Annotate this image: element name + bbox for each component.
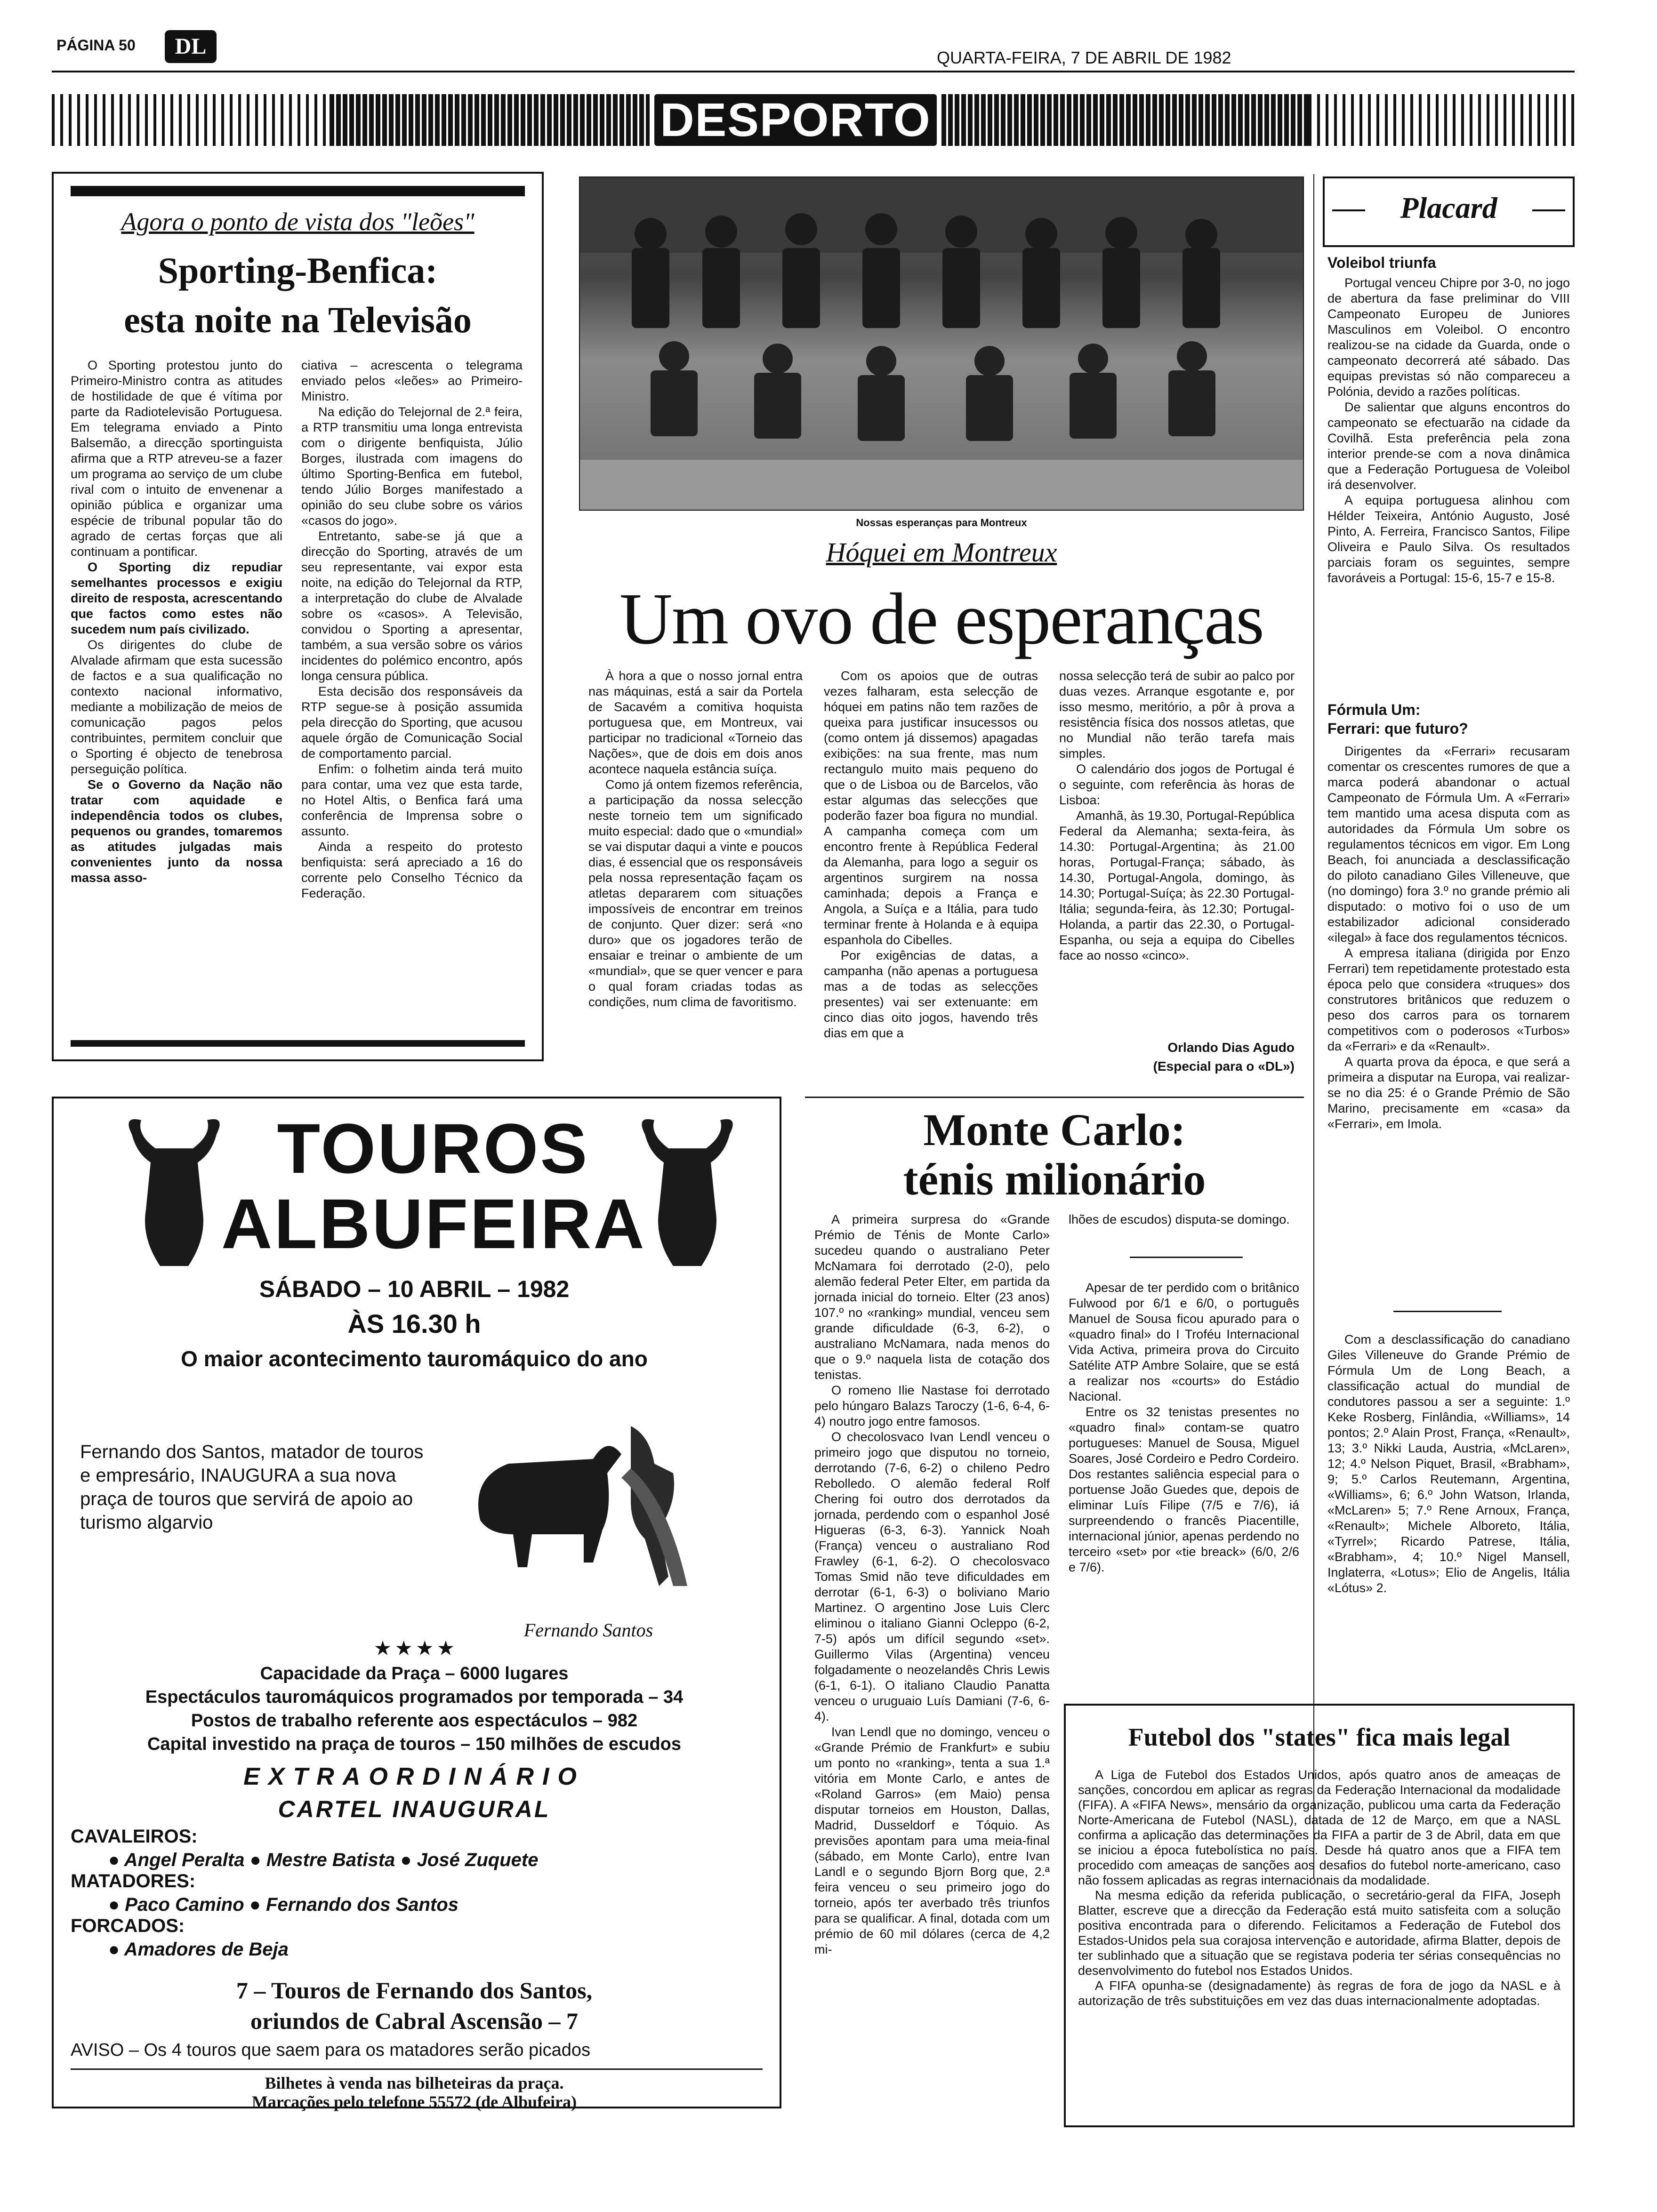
column-separator [1313, 174, 1314, 1878]
paragraph: Na mesma edição da referida publicação, o secretário-geral da FIFA, Joseph Blatter, escreve que a direcção da Federação está muito satisfeita com a solução positiva encontrada para o diferendo. Felicitamos a Federação de Futebol dos Estados-Unidos pela sua corajosa intervenção e autoridade, afirma Blatter, depois de ter sublinhado que a situação que se registava poderia ter sérias consequências no desenvolvimento do futebol nos Estados Unidos. [1078, 1888, 1560, 1978]
soccer-body [1078, 1767, 1560, 2008]
ad-time: ÀS 16.30 h [347, 1309, 481, 1338]
paragraph: Dirigentes da «Ferrari» recusaram comentar os crescentes rumores de que a marca poderá abandonar o actual Campeonato de Fórmula Um. A «Ferrari» tem mantido uma acesa disputa com as autoridades da Fórmula Um sobre os regulamentos técnicos em vigor. Em Long Beach, foi anunciada a desclassificação do piloto canadiano Giles Villeneuve, que (no domingo) fora 3.º no grande prémio ali disputado: o motivo foi o uso de um estabilizador adicional considerado «ilegal» à face dos regulamentos técnicos. [1327, 744, 1570, 945]
paragraph: O checolosvaco Ivan Lendl venceu o primeiro jogo que disputou no torneio, derrotando (7-6, 6-2) o chileno Pedro Rebolledo. O alemão federal Rolf Chering foi outro dos derrotados da jornada, perdendo com o espanhol José Higueras (6-3, 6-3). Yannick Noah (França) venceu o australiano Rod Frawley (6-1, 6-2). O checolosvaco Tomas Smid não teve dificuldades em derrotar (6-1, 6-3) o boliviano Mario Martinez. O argentino Jose Luis Clerc eliminou o italiano Gianni Ocleppo (6-2, 7-5) após um difícil segundo «set». Guillermo Vilas (Argentina) venceu folgadamente o neozelandês Chris Lewis (6-1, 6-1). O italiano Claudio Panatta venceu o uruguaio Luís Damiani (7-6, 6-4). [814, 1430, 1050, 1723]
ad-fact-1: Capacidade da Praça – 6000 lugares [260, 1664, 569, 1683]
ad-cartel: CARTEL INAUGURAL [278, 1796, 551, 1822]
team-photo [579, 176, 1304, 511]
paragraph: lhões de escudos) disputa-se domingo. [1069, 1212, 1290, 1226]
paragraph: Com os apoios que de outras vezes falharam, esta selecção de hóquei em patins não tem razões de queixa para justificar insucessos ou (como ontem já dissemos) apagadas exibições: na sua frente, mas num rectangulo muito mais pequeno do que o de Lisboa ou de Barcelos, vão estar algumas das selecções que poderão fazer boa figura no mundial. A campanha começa com um encontro frente à República Federal da Alemanha, para logo a seguir os argentinos surgirem na nossa caminhada; depois a França e Angola, a Suíça e a Itália, para tudo terminar frente à Holanda e à equipa espanhola do Cibelles. [824, 669, 1038, 947]
hockey-author-note: (Especial para o «DL») [1153, 1059, 1295, 1074]
box-bottom-bar [71, 1040, 525, 1047]
paragraph: A Liga de Futebol dos Estados Unidos, após quatro anos de ameaças de sanções, concordou em aplicar as regras da Federação Internacional da modalidade (FIFA). A «FIFA News», mensário da organização, publicou uma carta da Federação Norte-Americana de Futebol (NASL), datada de 12 de Março, em que a NASL confirma a aplicação das determinações da FIFA a partir de 3 de Abril, data em que se iniciou a época futebolística no país. Desde há quatro anos que a FIFA tem procedido com ameaças de sanções aos desafios do futebol norte-americano, caso não fossem aplicadas as regras internacionais da modalidade. [1078, 1768, 1560, 1887]
hockey-col-1 [588, 668, 803, 1080]
ad-fact-4: Capital investido na praça de touros – 150 milhões de escudos [147, 1734, 682, 1754]
paragraph: Por exigências de datas, a campanha (não apenas a portuguesa mas a de todas as selecções presentes) vai ser extenuante: em cinco dias oito jogos, havendo três dias em que a [824, 948, 1038, 1040]
paragraph: Os dirigentes do clube de Alvalade afirmam que esta sucessão de factos e a sua qualificação no contexto nacional informativo, mediante a mobilização de meios de comunicação pagos pelos contribuintes, permitem concluir que o Sporting é objecto de tenebrosa perseguição política. [71, 638, 282, 776]
ad-fact-3: Postos de trabalho referente aos espectáculos – 982 [191, 1711, 638, 1731]
tennis-headline-2: ténis milionário [903, 1154, 1206, 1204]
article-col-1 [71, 358, 282, 1021]
f1-body [1327, 744, 1570, 1132]
newspaper-logo: DL [165, 30, 217, 63]
hockey-kicker: Hóquei em Montreux [826, 537, 1057, 568]
paragraph: Como já ontem fizemos referência, a participação da nossa selecção neste torneio tem um significado muito especial: dado que o «mundial» se vai disputar daqui a vinte e poucos dias, é essencial que os responsáveis pela nossa representação façam os atletas depararem com situações impossíveis de encontrar em treinos de conjunto. Quer dizer: será «no duro» que os jogadores terão de ensaiar e treinar o ambiente de um «mundial», que se quer vencer e para o qual foram criadas todas as condições, num clima de favoritismo. [588, 777, 803, 1009]
ad-aviso: AVISO – Os 4 touros que saem para os matadores serão picados [71, 2040, 590, 2060]
ad-cavaleiros: ● Angel Peralta ● Mestre Batista ● José Zuquete [108, 1850, 539, 1870]
ad-photo-caption: Fernando Santos [523, 1619, 653, 1641]
paragraph: nossa selecção terá de subir ao palco por duas vezes. Arranque esgotante e, por isso mesmo, meritório, a pôr à prova a resistência física dos nossos atletas, que no Mundial não terão tarefa mais simples. [1059, 669, 1295, 761]
placard-divider [1393, 1311, 1502, 1312]
ad-cavaleiros-label: CAVALEIROS: [71, 1826, 198, 1847]
placard-line-right [1532, 209, 1565, 211]
tennis-top-rule [805, 1097, 1304, 1098]
bullfight-illustration [452, 1407, 697, 1605]
hockey-author: Orlando Dias Agudo [1167, 1040, 1295, 1055]
f1-title-1: Fórmula Um: [1327, 701, 1421, 718]
placard-label: Placard [1400, 191, 1497, 224]
header-rule [52, 71, 1575, 72]
paragraph: Com a desclassificação do canadiano Giles Villeneuve do Grande Prémio de Fórmula Um de Long Beach, a classificação actual do mundial de condutores passou a ser a seguinte: 1.º Keke Rosberg, Finlândia, «Williams», 14 pontos; 2.º Alain Prost, França, «Renault», 13; 3.º Nikki Lauda, Austria, «McLaren», 12; 4.º Nelson Piquet, Brasil, «Brabham», 9; 5.º Carlos Reutemann, Argentina, «Williams», 6; 6.º John Watson, Irlanda, «McLaren» 5; 7.º Rene Arnoux, França, «Renault»; Michele Alboreto, Itália, «Tyrrel»; Ricardo Patrese, Itália, «Brabham», 4; 10.º Nigel Mansell, Inglaterra, «Lotus»; Elio de Angelis, Itália «Lótus» 2. [1327, 1332, 1570, 1595]
hockey-col-2 [824, 668, 1038, 1080]
paragraph: A equipa portuguesa alinhou com Hélder Teixeira, António Augusto, José Pinto, A. Ferreira, Francisco Santos, Filipe Oliveira e Paulo Silva. Os resultados parciais foram os seguintes, sempre favoráveis a Portugal: 15-6, 15-7 e 15-8. [1327, 493, 1570, 585]
paragraph: Esta decisão dos responsáveis da RTP segue-se à posição assumida pela direcção do Sporting, que acusou aquele órgão de Comunicação Social de comportamento parcial. [301, 684, 523, 761]
volleyball-title: Voleibol triunfa [1327, 254, 1436, 271]
paragraph: O calendário dos jogos de Portugal é o seguinte, com referência às horas de Lisboa: [1059, 762, 1295, 807]
ad-bulls-1: 7 – Touros de Fernando dos Santos, [236, 1977, 593, 2004]
ad-matadores-label: MATADORES: [71, 1871, 196, 1891]
section-hatch-right [1309, 94, 1575, 146]
paragraph: O romeno Ilie Nastase foi derrotado pelo húngaro Balazs Taroczy (1-6, 6-4, 6-4) noutro jogo entre famosos. [814, 1383, 1050, 1428]
placard-line-left [1332, 209, 1365, 211]
hockey-col-3 [1059, 668, 1295, 1035]
ad-tickets-box [71, 2068, 763, 2070]
paragraph: A FIFA opunha-se (designadamente) às regras de fora de jogo da NASL e à autorização de três substituições em vez das duas internacionalmente adoptadas. [1078, 1979, 1560, 2008]
ad-tagline: O maior acontecimento tauromáquico do ano [181, 1346, 648, 1371]
f1-standings [1327, 1332, 1570, 1596]
ad-fact-2: Espectáculos tauromáquicos programados por temporada – 34 [145, 1687, 684, 1707]
paragraph: De salientar que alguns encontros do campeonato se efectuarão na cidade da Covilhã. Esta preferência pela zona interior prende-se com a nova dinâmica que a Federação Portuguesa de Voleibol irá desenvolver. [1327, 400, 1570, 492]
f1-title-2: Ferrari: que futuro? [1327, 720, 1468, 737]
ad-stars: ★ ★ ★ ★ [375, 1639, 454, 1659]
paragraph: A empresa italiana (dirigida por Enzo Ferrari) tem repetidamente protestado esta época pelo que considera «truques» dos construtores britânicos que reduzem o peso dos carros para os tornarem competitivos com o poderosos «Turbos» da «Ferrari» e da «Renault». [1327, 946, 1570, 1053]
paragraph: Amanhã, às 19.30, Portugal-República Federal da Alemanha; sexta-feira, às 14.30: Portugal-Argentina; às 21.00 horas, Portugal-França; sábado, às 14.30, Portugal-Angola, domingo, às 14.30; Portugal-Suíça; às 22.30 Portugal-Itália; segunda-feira, às 12.30; Portugal-Holanda, a partir das 22.30, o Portugal-Espanha, ou seja a equipa do Cibelles face ao nosso «cinco». [1059, 809, 1295, 962]
section-title: DESPORTO [654, 94, 937, 146]
tennis-col-2-top [1069, 1212, 1299, 1227]
volleyball-body [1327, 275, 1570, 586]
bull-head-left [113, 1115, 235, 1275]
ad-tickets-2: Marcações pelo telefone 55572 (de Albufeira) [251, 2092, 577, 2111]
page-number: PÁGINA 50 [56, 37, 136, 54]
article-headline-2: esta noite na Televisão [124, 299, 472, 340]
ad-extraordinario: EXTRAORDINÁRIO [243, 1763, 585, 1790]
paragraph: Se o Governo da Nação não tratar com aquidade e independência todos os clubes, pequenos ou grandes, tomaremos as atitudes julgadas mais convenientes junto da nossa massa asso- [71, 777, 282, 885]
paragraph: Ivan Lendl que no domingo, venceu o «Grande Prémio de Frankfurt» e subiu um ponto no «ranking», tenta a sua 1.ª vitória em Monte Carlo, e antes de «Roland Garros» (em Maio) pensa disputar torneios em Houston, Dallas, Madrid, Dusseldorf e Tóquio. As previsões apontam para uma meia-final (sábado, em Monte Carlo), entre Ivan Landl e o segundo Bjorn Borg que, 2.ª feira venceu o seu primeiro jogo do torneio, após ter averbado três triunfos para se qualificar. A final, dotada com um prémio de 60 mil dólares (cerca de 4,2 mi- [814, 1725, 1050, 1956]
box-top-bar [71, 186, 525, 196]
ad-date: SÁBADO – 10 ABRIL – 1982 [259, 1276, 570, 1302]
ad-forcados: ● Amadores de Beja [108, 1939, 289, 1960]
article-col-2 [301, 358, 523, 1021]
soccer-headline: Futebol dos "states" fica mais legal [1128, 1723, 1511, 1751]
paragraph: A primeira surpresa do «Grande Prémio de Ténis de Monte Carlo» sucedeu quando o australiano Peter McNamara foi derrotado (2-0), pelo alemão federal Peter Elter, em partida da jornada inicial do torneio. Elter (23 anos) 107.º no «ranking» mundial, venceu sem grande dificuldade (6-3, 6-2), o australiano McNamara, nada menos do que o 9.º naquela lista de cotação dos tenistas. [814, 1212, 1050, 1382]
tennis-col2-divider [1130, 1257, 1243, 1258]
issue-date: QUARTA-FEIRA, 7 DE ABRIL DE 1982 [937, 48, 1231, 67]
article-kicker: Agora o ponto de vista dos "leões" [121, 208, 475, 236]
paragraph: A quarta prova da época, e que será a primeira a disputar na Europa, vai realizar-se no dia 25: é o Grande Prémio de São Marino, precisamente em «casa» da «Ferrari», em Imola. [1327, 1055, 1570, 1131]
photo-caption: Nossas esperanças para Montreux [856, 517, 1027, 529]
ad-bulls-2: oriundos de Cabral Ascensão – 7 [250, 2008, 578, 2034]
ad-tickets-1: Bilhetes à venda nas bilheteiras da praça. [265, 2074, 564, 2092]
ad-forcados-label: FORCADOS: [71, 1915, 185, 1936]
paragraph: À hora a que o nosso jornal entra nas máquinas, está a sair da Portela de Sacavém a comitiva hoquista portuguesa que, em Montreux, vai participar no tradicional «Torneio das Nações», que de dois em dois anos acontece naquela estância suíça. [588, 669, 803, 776]
paragraph: ciativa – acrescenta o telegrama enviado pelos «leões» ao Primeiro-Ministro. [301, 358, 523, 403]
paragraph: Apesar de ter perdido com o britânico Fulwood por 6/1 e 6/0, o português Manuel de Sousa ficou apurado para o «quadro final» do I Troféu Internacional Vida Activa, primeira prova do Circuito Satélite ATP Ambre Solaire, que se está a realizar nos «courts» do Estádio Nacional. [1069, 1281, 1299, 1403]
paragraph: Enfim: o folhetim ainda terá muito para contar, uma vez que esta tarde, no Hotel Altis, o Benfica fará uma conferência de Imprensa sobre o assunto. [301, 762, 523, 838]
article-headline-1: Sporting-Benfica: [158, 250, 438, 291]
ad-title-1: TOUROS [277, 1109, 589, 1188]
paragraph: O Sporting protestou junto do Primeiro-Ministro contra as atitudes de hostilidade de que é vítima por parte da Radiotelevisão Portuguesa. Em telegrama enviado a Pinto Balsemão, a direcção sportinguista afirma que a RTP atreveu-se a fazer um programa ao serviço de um clube rival com o intuito de envenenar a opinião pública e organizar uma espécie de tribunal popular tão do agrado de certas forças que ali continuam a pontificar. [71, 358, 282, 559]
team-photo-art [580, 177, 1303, 510]
ad-intro: Fernando dos Santos, matador de touros e empresário, INAUGURA a sua nova praça de touros que servirá de apoio ao turismo algarvio [80, 1442, 424, 1533]
paragraph: Entre os 32 tenistas presentes no «quadro final» contam-se quatro portugueses: Manuel de Sousa, Miguel Soares, José Cordeiro e Pedro Cordeiro. Dos restantes saliência especial para o portuense João Guedes que, depois de eliminar Luís Filipe (7/5 e 7/6), iá surpreendendo o francês Piacentille, internacional júnior, apenas perdendo no terceiro «set» por «tie breack» (6/0, 2/6 e 7/6). [1069, 1405, 1299, 1574]
ad-matadores: ● Paco Camino ● Fernando dos Santos [108, 1894, 458, 1915]
paragraph: Ainda a respeito do protesto benfiquista: será apreciado a 16 do corrente pelo Conselho Técnico da Federação. [301, 840, 523, 900]
paragraph: Na edição do Telejornal de 2.ª feira, a RTP transmitiu uma longa entrevista com o dirigente benfiquista, Júlio Borges, ilustrada com imagens do último Sporting-Benfica em futebol, tendo Júlio Borges manifestado a opinião do seu clube sobre os vários «casos do jogo». [301, 405, 523, 528]
tennis-headline-1: Monte Carlo: [923, 1105, 1186, 1155]
paragraph: Entretanto, sabe-se já que a direcção do Sporting, através de um seu representante, vai expor esta noite, na edição do Telejornal da RTP, a interpretação do clube de Alvalade sobre os «casos». A Televisão, convidou o Sporting a apresentar, também, a sua versão sobre os vários incidentes do polémico encontro, após longa censura pública. [301, 529, 523, 683]
tennis-col-1 [814, 1212, 1050, 2191]
tennis-col-2 [1069, 1280, 1299, 1591]
section-hatch-right-dense [941, 94, 1309, 146]
paragraph: O Sporting diz repudiar semelhantes processos e exigiu direito de resposta, acrescentando que factos como estes não sucedem num país civilizado. [71, 560, 282, 636]
ad-title-2: ALBUFEIRA [221, 1184, 646, 1263]
paragraph: Portugal venceu Chipre por 3-0, no jogo de abertura da fase preliminar do VIII Campeonato Europeu de Juniores Masculinos em Voleibol. O encontro realizou-se na cidade da Guarda, onde o campeonato decorrerá até sábado. Das equipas previstas só não compareceu a Polónia, devido a razões políticas. [1327, 276, 1570, 399]
hockey-headline: Um ovo de esperanças [619, 578, 1263, 659]
section-hatch-left-dense [330, 94, 650, 146]
